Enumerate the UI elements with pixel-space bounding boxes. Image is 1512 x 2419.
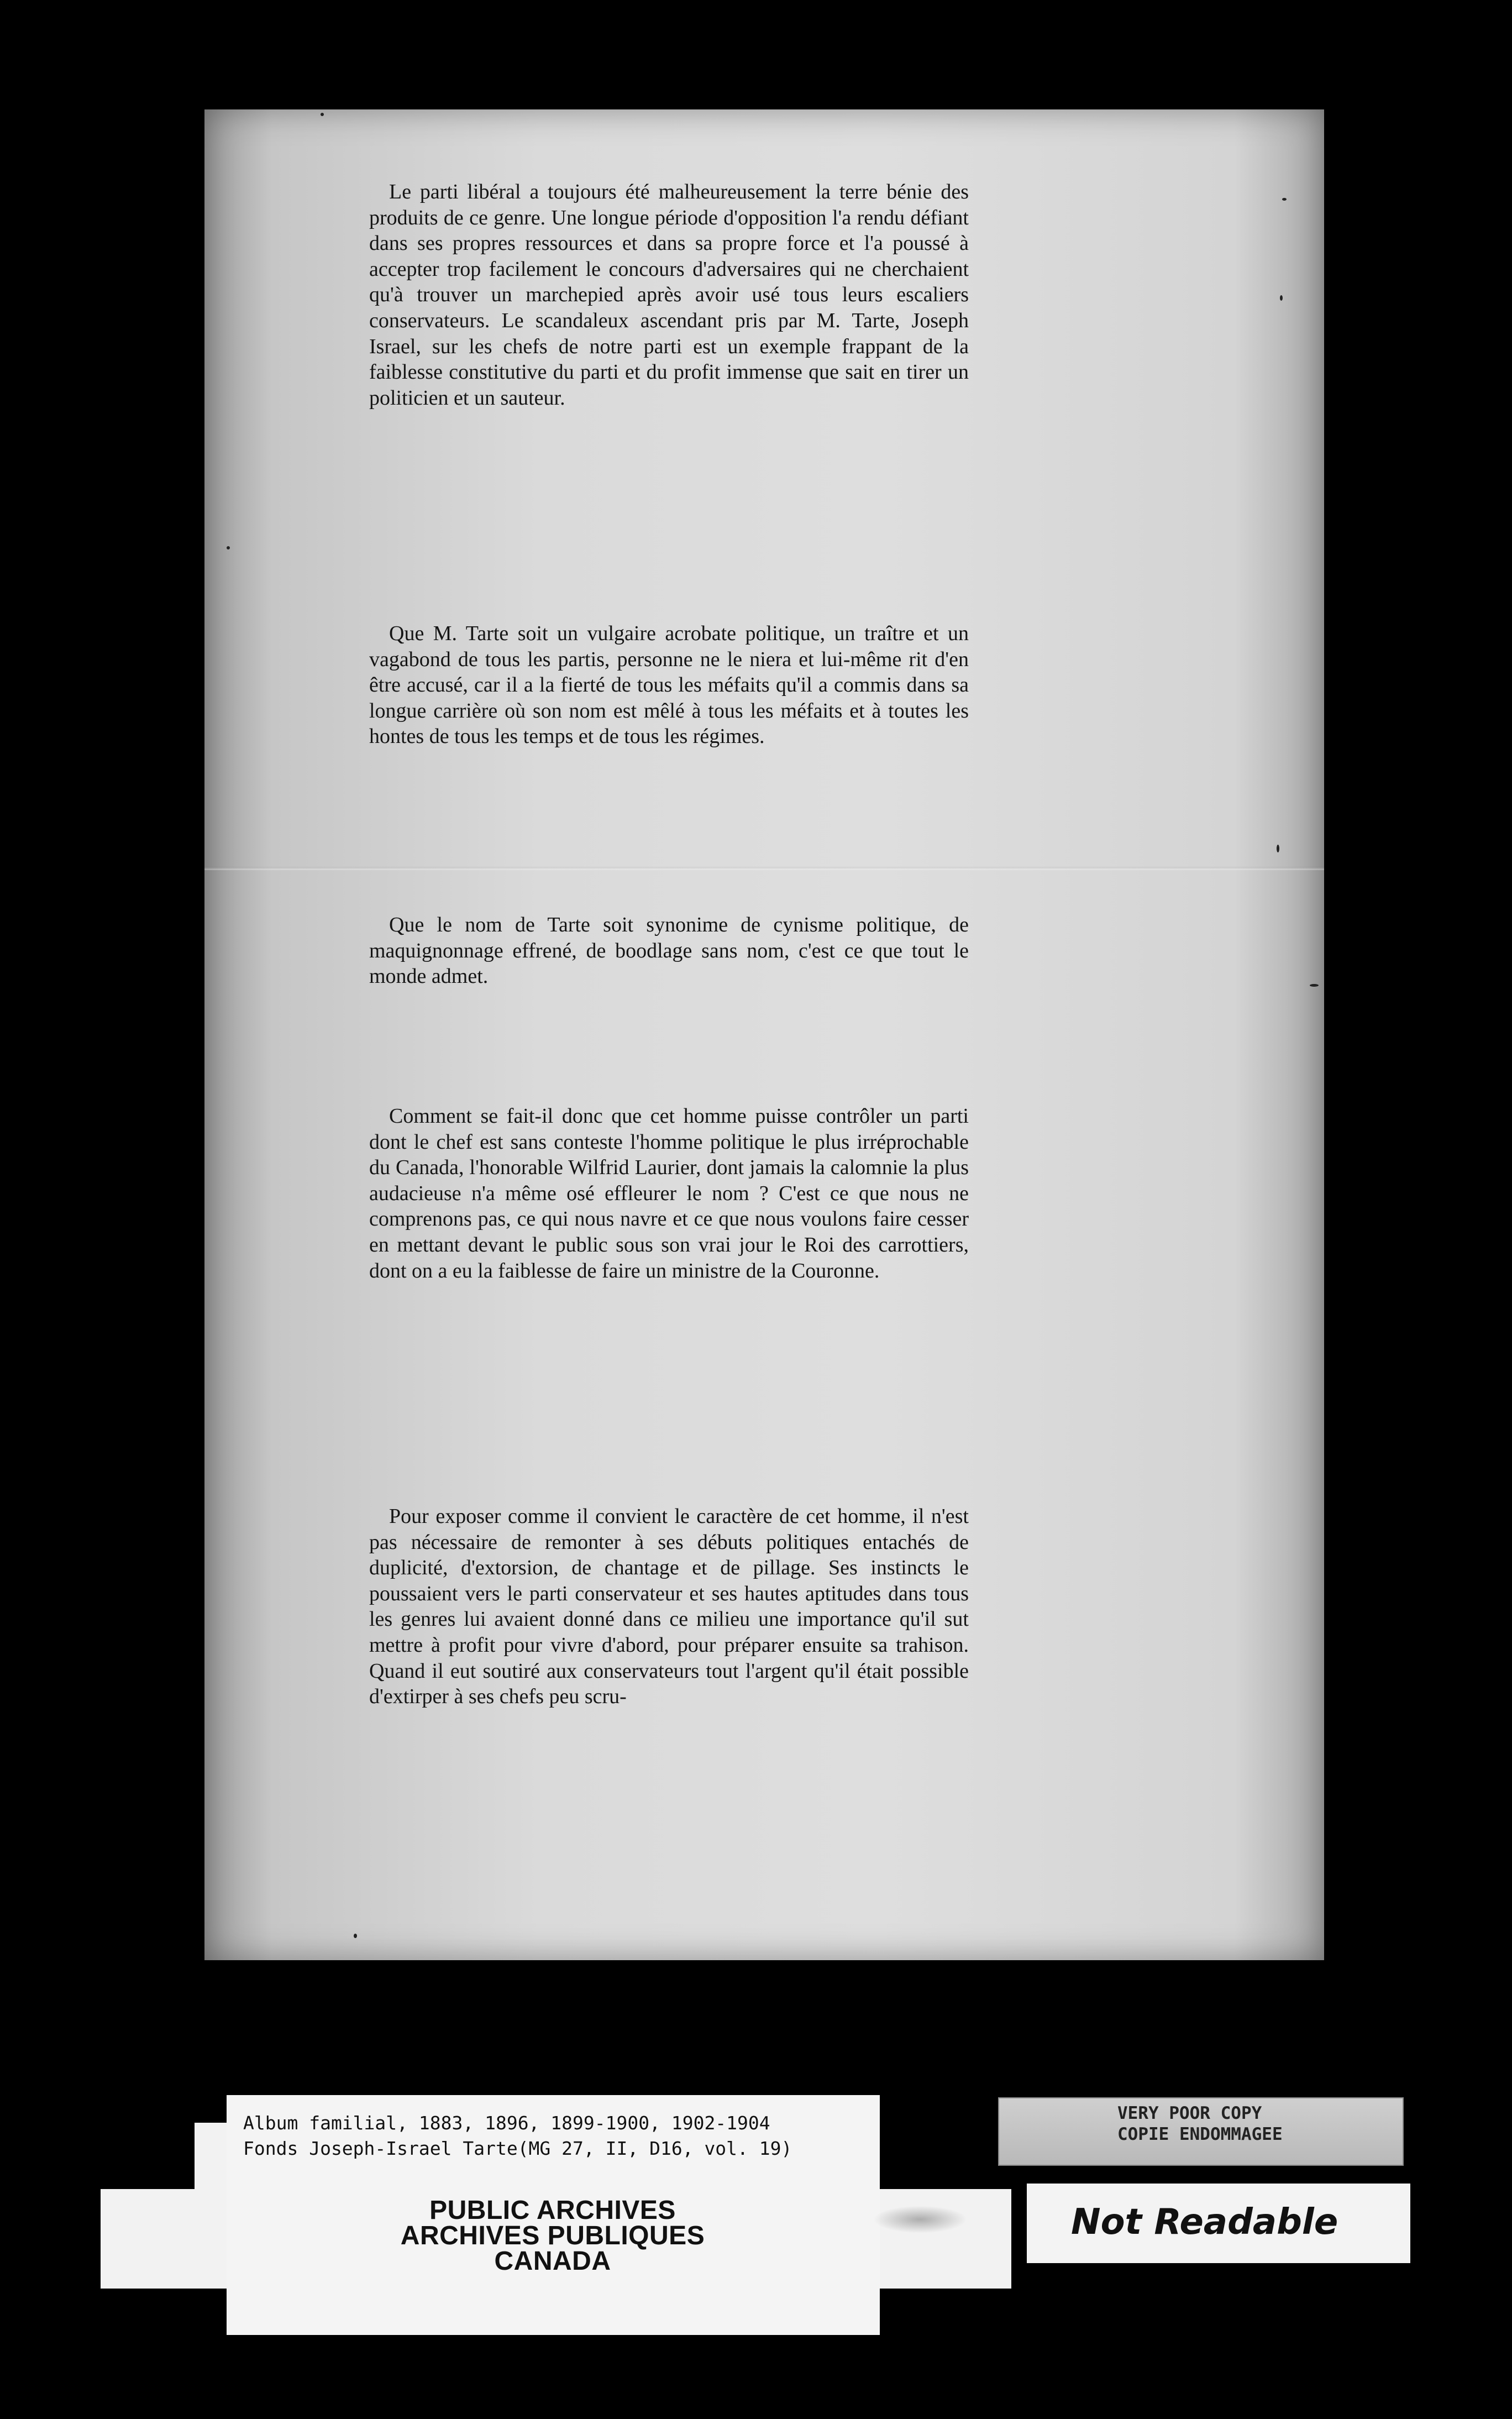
copy-quality-line-2: COPIE ENDOMMAGEE (1117, 2124, 1283, 2144)
paragraph-1: Le parti libéral a toujours été malheureusement la terre bénie des produits de ce genre. Une longue période d'opposition l'a rendu défiant dans ses propres ressources et dans sa propre force et l'a poussé à accepter trop facilement le concours d'adversaires qui ne cherchaient qu'à trouver un marchepied après avoir usé tous leurs escaliers conservateurs. Le scandaleux ascendant pris par M. Tarte, Joseph Israel, sur les chefs de notre parti est un exemple frappant de la faiblesse constitutive du parti et du profit immense que sait en tirer un politicien et un sauteur. (369, 180, 969, 410)
dust-speck (1282, 198, 1287, 201)
copy-quality-label (998, 2097, 1404, 2166)
handwritten-label (1027, 2184, 1410, 2263)
copy-quality-line-1: VERY POOR COPY (1117, 2103, 1262, 2123)
dust-speck (1310, 984, 1319, 987)
catalog-line-2: Fonds Joseph-Israel Tarte(MG 27, II, D16, vol. 19) (243, 2138, 792, 2159)
stamp-line-3: CANADA (494, 2247, 611, 2276)
dust-speck (321, 113, 324, 116)
scanned-page (204, 109, 1324, 1960)
paragraph-2: Que M. Tarte soit un vulgaire acrobate politique, un traître et un vagabond de tous les partis, personne ne le niera et lui-même rit d'en être accusé, car il a la fierté de tous les méfaits qu'il a commis dans sa longue carrière où son nom est mêlé à tous les méfaits et à toutes les hontes de tous les temps et de tous les régimes. (369, 622, 969, 748)
paragraph-4: Comment se fait-il donc que cet homme puisse contrôler un parti dont le chef est sans conteste l'homme politique le plus irréprochable du Canada, l'honorable Wilfrid Laurier, dont jamais la calomnie la plus audacieuse n'a même osé effleurer le nom ? C'est ce que nous ne comprenons pas, ce qui nous navre et ce que nous voulons faire cesser en mettant devant le public sous son vrai jour le Roi des carrottiers, dont on a eu la faiblesse de faire un ministre de la Couronne. (369, 1104, 969, 1282)
paragraph-3: Que le nom de Tarte soit synonime de cynisme politique, de maquignonnage effrené, de boodlage sans nom, c'est ce que tout le monde admet. (369, 913, 969, 988)
archive-stamp (332, 2198, 774, 2274)
dust-speck (1280, 295, 1283, 301)
page-fold-line (204, 867, 1324, 870)
handwritten-text: Not Readable (1071, 2202, 1338, 2243)
ink-smudge (873, 2206, 967, 2233)
card-notch-left (101, 2123, 195, 2189)
dust-speck (1277, 845, 1279, 852)
stamp-line-1: PUBLIC ARCHIVES (429, 2196, 676, 2225)
card-notch-right (880, 2123, 1011, 2189)
dust-speck (227, 546, 230, 549)
stamp-line-2: ARCHIVES PUBLIQUES (400, 2221, 705, 2250)
catalog-label (243, 2111, 792, 2161)
dust-speck (354, 1934, 357, 1938)
paragraph-5: Pour exposer comme il convient le caractère de cet homme, il n'est pas nécessaire de remonter à ses débuts politiques entachés de duplicité, d'extorsion, de chantage et de pillage. Ses instincts le poussaient vers le parti conservateur et ses hautes aptitudes dans tous les genres lui avaient donné dans ce milieu une importance qu'il sut mettre à profit pour vivre d'abord, pour préparer ensuite sa trahison. Quand il eut soutiré aux conservateurs tout l'argent qu'il était possible d'extirper à ses chefs peu scru- (369, 1505, 969, 1709)
catalog-line-1: Album familial, 1883, 1896, 1899-1900, 1902-1904 (243, 2112, 770, 2134)
